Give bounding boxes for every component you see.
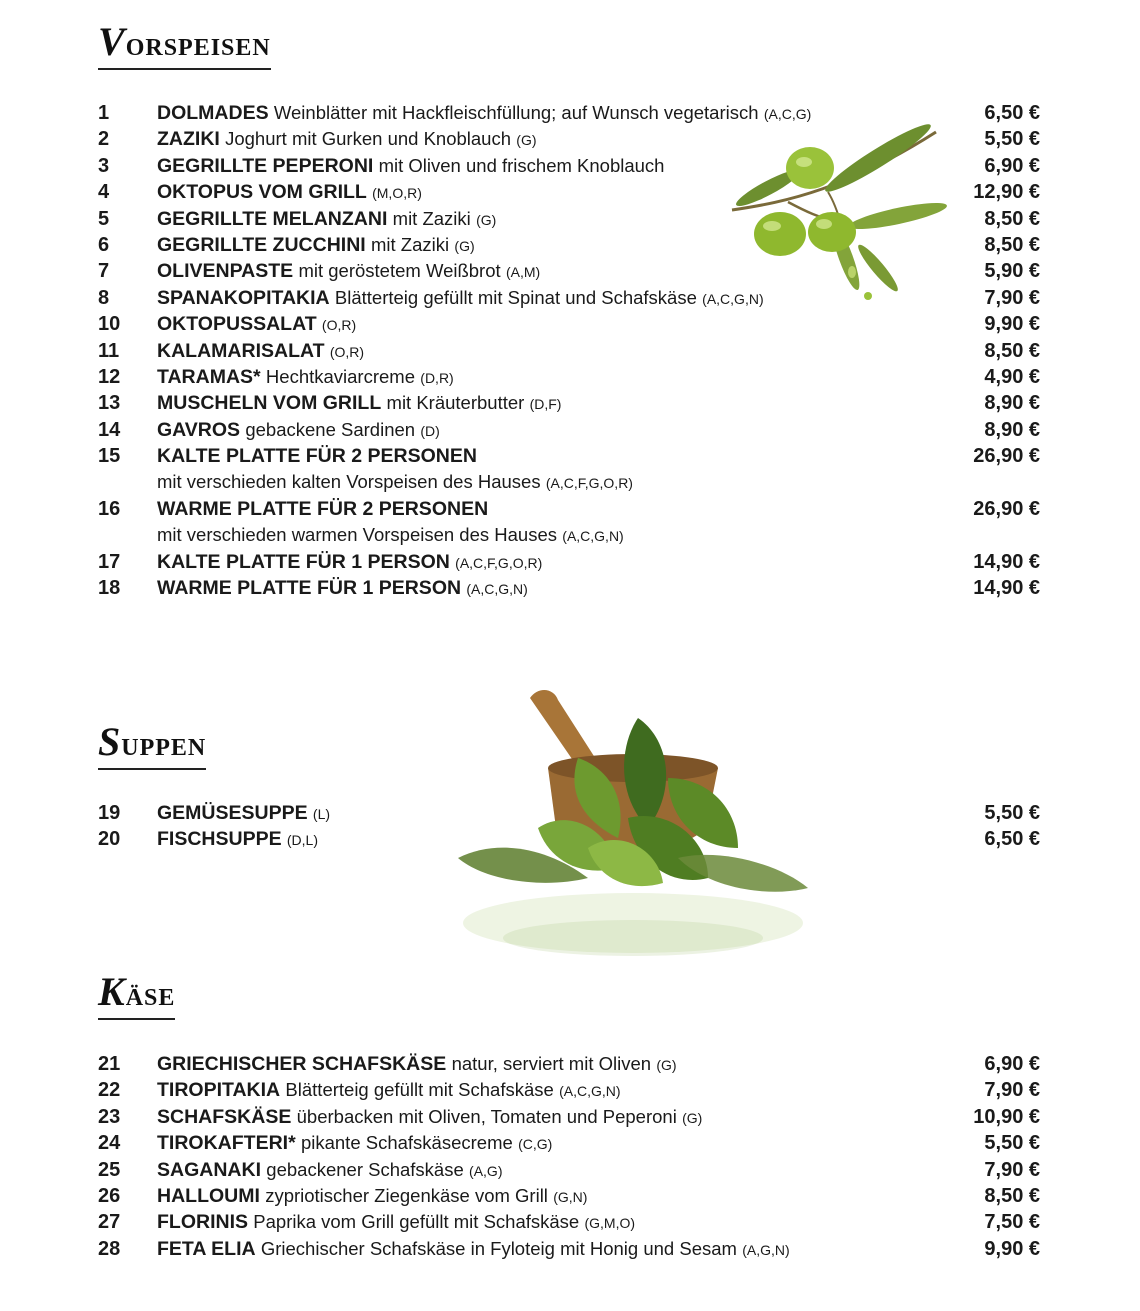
item-number: 3 [98,154,110,177]
item-allergens: (O,R) [321,317,357,334]
item-name: GEGRILLTE ZUCCHINI [157,233,366,256]
item-price: 9,90 € [984,313,1040,336]
item-description [157,232,475,259]
item-allergens: (A,G) [469,1162,503,1179]
item-allergens: (O,R) [329,343,365,360]
item-name: OKTOPUSSALAT [157,313,317,336]
item-price: 6,90 € [984,154,1040,177]
item-text: Blätterteig gefüllt mit Spinat und Schafskäse [334,286,697,308]
menu-item [0,496,1140,522]
item-price: 8,90 € [984,418,1040,441]
menu-item [0,1209,1140,1235]
item-price: 14,90 € [973,577,1040,600]
item-number: 6 [98,233,110,256]
item-text: überbacken mit Oliven, Tomaten und Peperoni [296,1105,677,1127]
item-allergens: (G) [516,132,537,149]
item-description [157,285,764,312]
item-description [157,1077,621,1104]
item-description [157,1236,790,1263]
menu-item [0,549,1140,575]
kaese-list [0,1051,1140,1262]
mortar-herbs-icon [438,678,818,978]
vorspeisen-list [0,100,1140,601]
item-price: 8,90 € [984,392,1040,415]
item-number: 19 [98,802,121,824]
item-name: OLIVENPASTE [157,260,294,283]
item-name: KALAMARISALAT [157,339,325,362]
item-text: gebackene Sardinen [245,418,416,440]
title-rest: ORSPEISEN [125,35,271,61]
item-allergens: (G,N) [553,1188,588,1205]
item-number: 20 [98,828,121,851]
item-number: 28 [98,1237,121,1260]
item-allergens: (G,M,O) [584,1215,636,1232]
item-text: pikante Schafskäsecreme [300,1132,513,1154]
item-description [157,496,488,523]
item-allergens: (M,O,R) [372,185,422,202]
menu-item [0,1157,1140,1183]
item-number: 15 [98,445,121,468]
item-allergens: (D) [420,422,440,439]
item-price: 7,90 € [984,1079,1040,1102]
item-price: 26,90 € [973,445,1040,468]
item-text: natur, serviert mit Oliven [451,1053,652,1074]
item-name: SCHAFSKÄSE [157,1105,292,1128]
item-price: 14,90 € [973,550,1040,573]
item-allergens: (A,C,G,N) [562,528,624,545]
item-description [157,417,440,444]
item-description [157,1209,635,1236]
item-price: 5,50 € [984,128,1040,151]
menu-item [0,522,1140,548]
item-number: 27 [98,1211,121,1234]
item-allergens: (A,C,F,G,O,R) [545,475,633,492]
item-name: ZAZIKI [157,128,220,151]
item-allergens: (D,F) [529,396,562,413]
item-number: 1 [98,102,110,124]
item-price: 8,50 € [984,233,1040,256]
item-name: TARAMAS* [157,365,261,388]
item-text: Joghurt mit Gurken und Knoblauch [225,128,512,150]
item-allergens: (L) [312,806,331,822]
menu-item [0,443,1140,469]
item-description [157,390,561,417]
item-name: OKTOPUS VOM GRILL [157,181,367,204]
item-description [157,338,364,365]
item-allergens: (A,M) [505,264,541,281]
item-price: 6,90 € [984,1053,1040,1075]
item-text: mit verschieden warmen Vorspeisen des Hauses [157,524,557,546]
item-name: GEGRILLTE MELANZANI [157,207,388,230]
item-number: 16 [98,497,121,520]
item-text: Paprika vom Grill gefüllt mit Schafskäse [253,1211,580,1233]
item-name: SPANAKOPITAKIA [157,286,330,309]
section-title-vorspeisen [98,19,271,70]
item-text: mit geröstetem Weißbrot [298,260,501,282]
item-number: 17 [98,550,121,573]
item-price: 26,90 € [973,497,1040,520]
item-allergens: (G) [656,1057,677,1073]
item-allergens: (A,C,F,G,O,R) [455,554,543,571]
item-allergens: (A,G,N) [742,1241,790,1258]
item-number: 10 [98,313,121,336]
item-description [157,179,422,206]
item-name: SAGANAKI [157,1158,262,1181]
item-description [157,1130,552,1157]
item-number: 11 [98,339,120,362]
title-initial: K [98,969,126,1014]
item-description [157,1183,587,1210]
item-text: Weinblätter mit Hackfleischfüllung; auf Wunsch vegetarisch [273,102,759,123]
item-name: WARME PLATTE FÜR 1 PERSON [157,577,462,600]
item-number: 18 [98,577,121,600]
item-allergens: (A,C,G,N) [702,290,764,307]
item-text: mit Kräuterbutter [386,392,525,414]
item-number: 7 [98,260,110,283]
item-number: 26 [98,1184,121,1207]
item-allergens: (G) [454,237,475,254]
item-description [157,1104,702,1131]
item-price: 5,90 € [984,260,1040,283]
menu-item [0,311,1140,337]
menu-item [0,417,1140,443]
item-text: mit Oliven und frischem Knoblauch [378,154,665,176]
item-number: 5 [98,207,110,230]
item-allergens: (D,L) [286,832,319,849]
menu-item [0,364,1140,390]
item-number: 23 [98,1105,121,1128]
item-price: 6,50 € [984,828,1040,851]
item-description [157,126,537,153]
item-allergens: (G) [682,1109,703,1126]
item-text: mit Zaziki [392,207,471,229]
menu-item [0,1104,1140,1130]
item-price: 5,50 € [984,1132,1040,1155]
item-price: 8,50 € [984,207,1040,230]
item-name: TIROPITAKIA [157,1079,281,1102]
item-price: 6,50 € [984,102,1040,124]
menu-item [0,126,1140,152]
title-rest: ÄSE [125,985,176,1011]
item-description [157,826,318,853]
title-initial: V [98,19,126,64]
item-allergens: (G) [476,211,497,228]
item-number: 25 [98,1158,121,1181]
item-text: zypriotischer Ziegenkäse vom Grill [265,1184,548,1206]
item-name: MUSCHELN VOM GRILL [157,392,382,415]
olive-branch-icon [728,118,948,308]
item-text: Hechtkaviarcreme [265,365,415,387]
item-name: WARME PLATTE FÜR 2 PERSONEN [157,497,489,520]
menu-item [0,285,1140,311]
item-description [157,258,540,285]
item-description [157,522,624,549]
item-allergens: (A,C,G,N) [559,1083,621,1100]
title-rest: UPPEN [121,735,207,761]
item-name: KALTE PLATTE FÜR 1 PERSON [157,550,450,573]
section-title-suppen [98,719,207,770]
item-allergens: (A,C,G) [763,106,812,122]
item-text: Griechischer Schafskäse in Fyloteig mit Honig und Sesam [260,1237,737,1259]
menu-item [0,1051,1140,1077]
menu-item [0,338,1140,364]
menu-item [0,1077,1140,1103]
menu-item [0,206,1140,232]
item-price: 9,90 € [984,1237,1040,1260]
item-name: FETA ELIA [157,1237,256,1260]
item-description [157,206,496,233]
item-number: 14 [98,418,121,441]
item-allergens: (C,G) [518,1136,553,1153]
menu-item [0,153,1140,179]
item-number: 21 [98,1053,121,1075]
item-name: GAVROS [157,418,241,441]
item-name: DOLMADES [157,102,269,124]
item-description [157,100,811,127]
item-description [157,549,542,576]
menu-item [0,469,1140,495]
item-description [157,1157,503,1184]
menu-item [0,232,1140,258]
item-price: 10,90 € [973,1105,1040,1128]
item-number: 24 [98,1132,121,1155]
item-name: KALTE PLATTE FÜR 2 PERSONEN [157,445,477,468]
item-number: 8 [98,286,110,309]
item-text: Blätterteig gefüllt mit Schafskäse [285,1079,554,1101]
item-price: 8,50 € [984,339,1040,362]
menu-item [0,258,1140,284]
menu-item [0,100,1140,126]
item-name: HALLOUMI [157,1184,260,1207]
section-title-kaese [98,969,176,1020]
item-number: 22 [98,1079,121,1102]
item-description [157,153,664,180]
item-name: FLORINIS [157,1211,248,1234]
menu-item [0,575,1140,601]
item-description [157,800,330,827]
item-price: 4,90 € [984,365,1040,388]
item-number: 13 [98,392,121,415]
item-name: GEMÜSESUPPE [157,802,308,824]
item-number: 12 [98,365,121,388]
item-name: FISCHSUPPE [157,828,282,851]
item-text: gebackener Schafskäse [266,1158,464,1180]
item-price: 7,50 € [984,1211,1040,1234]
item-name: TIROKAFTERI* [157,1132,296,1155]
item-price: 12,90 € [973,181,1040,204]
item-description [157,575,528,602]
menu-item [0,179,1140,205]
item-name: GEGRILLTE PEPERONI [157,154,374,177]
menu-item [0,1236,1140,1262]
item-price: 8,50 € [984,1184,1040,1207]
item-text: mit Zaziki [371,233,450,255]
item-price: 7,90 € [984,286,1040,309]
item-price: 7,90 € [984,1158,1040,1181]
item-description [157,364,454,391]
item-allergens: (A,C,G,N) [466,581,528,598]
item-description [157,469,633,496]
item-price: 5,50 € [984,802,1040,824]
menu-item [0,1130,1140,1156]
item-number: 2 [98,128,110,151]
item-number: 4 [98,181,110,204]
menu-item [0,1183,1140,1209]
item-description [157,443,477,470]
item-name: GRIECHISCHER SCHAFSKÄSE [157,1053,447,1075]
item-description [157,311,356,338]
menu-item [0,390,1140,416]
item-text: mit verschieden kalten Vorspeisen des Hauses [157,471,541,493]
item-allergens: (D,R) [420,369,454,386]
title-initial: S [98,719,122,764]
item-description [157,1051,677,1078]
